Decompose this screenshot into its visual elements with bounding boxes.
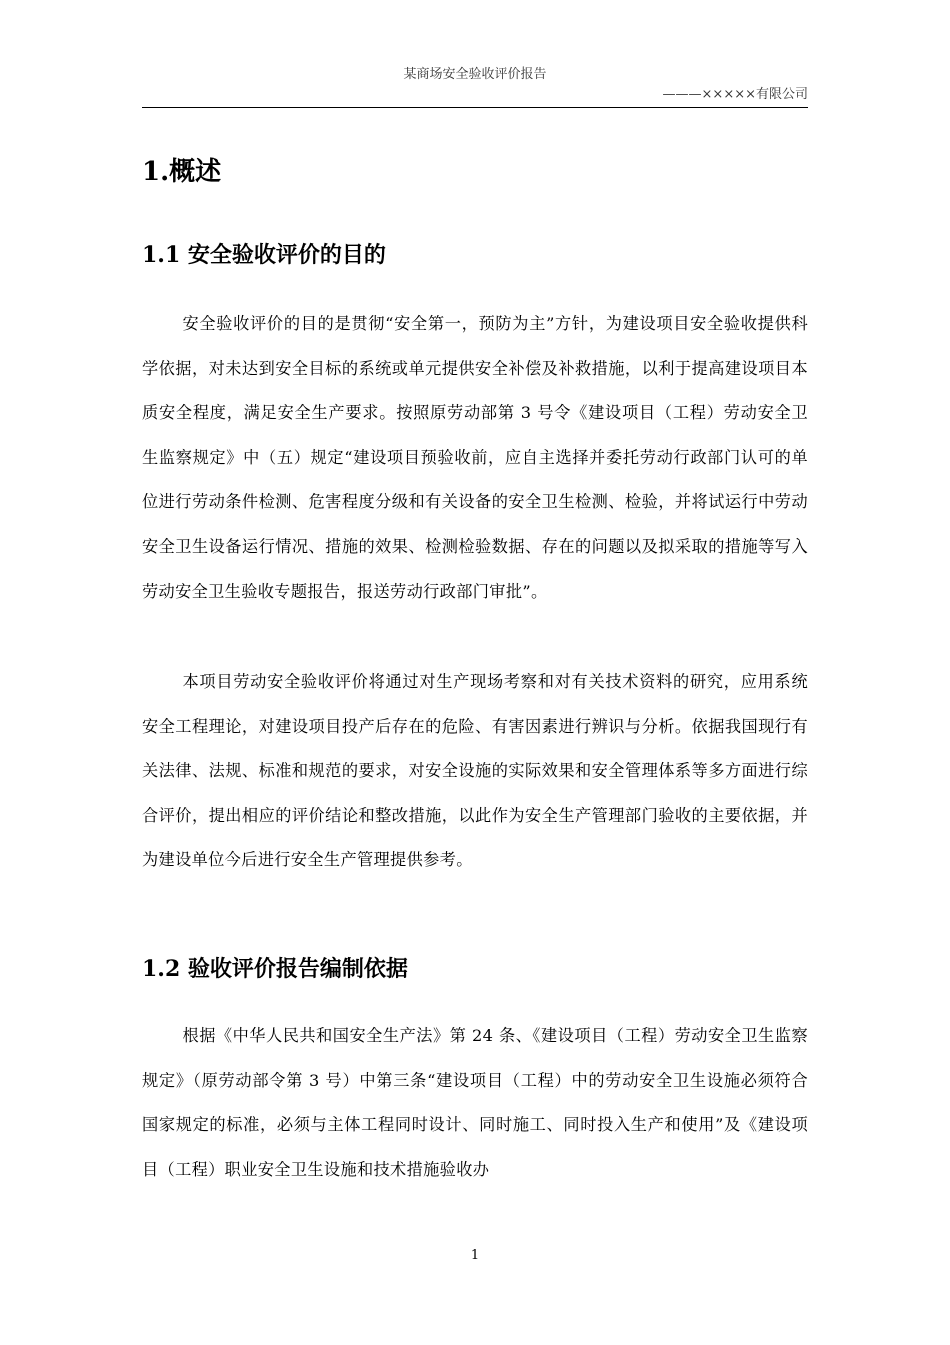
section-heading-basis: 1.2 验收评价报告编制依据: [142, 956, 408, 982]
page-number: 1: [470, 1248, 480, 1263]
section-heading-purpose: 1.1 安全验收评价的目的: [142, 242, 386, 268]
running-header-title: 某商场安全验收评价报告: [403, 67, 547, 82]
header-divider: [142, 107, 808, 108]
chapter-heading: 1.概述: [142, 157, 222, 187]
paragraph: 根据《中华人民共和国安全生产法》第 24 条、《建设项目（工程）劳动安全卫生监察规定》（原劳动部令第 3 号）中第三条“建设项目（工程）中的劳动安全卫生设施必须符合国家规定的标准，必须与主体工程同时设计、同时施工、同时投入生产和使用”及《建设项目（工程）职业安全卫生设施和技术措施验收办: [142, 1026, 808, 1179]
running-header-company: ———×××××有限公司: [662, 87, 808, 102]
paragraph: 本项目劳动安全验收评价将通过对生产现场考察和对有关技术资料的研究，应用系统安全工程理论，对建设项目投产后存在的危险、有害因素进行辨识与分析。依据我国现行有关法律、法规、标准和规范的要求，对安全设施的实际效果和安全管理体系等多方面进行综合评价，提出相应的评价结论和整改措施，以此作为安全生产管理部门验收的主要依据，并为建设单位今后进行安全生产管理提供参考。: [142, 672, 808, 870]
paragraph: 安全验收评价的目的是贯彻“安全第一，预防为主”方针，为建设项目安全验收提供科学依据，对未达到安全目标的系统或单元提供安全补偿及补救措施，以利于提高建设项目本质安全程度，满足安全生产要求。按照原劳动部第 3 号令《建设项目（工程）劳动安全卫生监察规定》中（五）规定“建设项目预验收前，应自主选择并委托劳动行政部门认可的单位进行劳动条件检测、危害程度分级和有关设备的安全卫生检测、检验，并将试运行中劳动安全卫生设备运行情况、措施的效果、检测检验数据、存在的问题以及拟采取的措施等写入劳动安全卫生验收专题报告，报送劳动行政部门审批”。: [142, 314, 808, 601]
